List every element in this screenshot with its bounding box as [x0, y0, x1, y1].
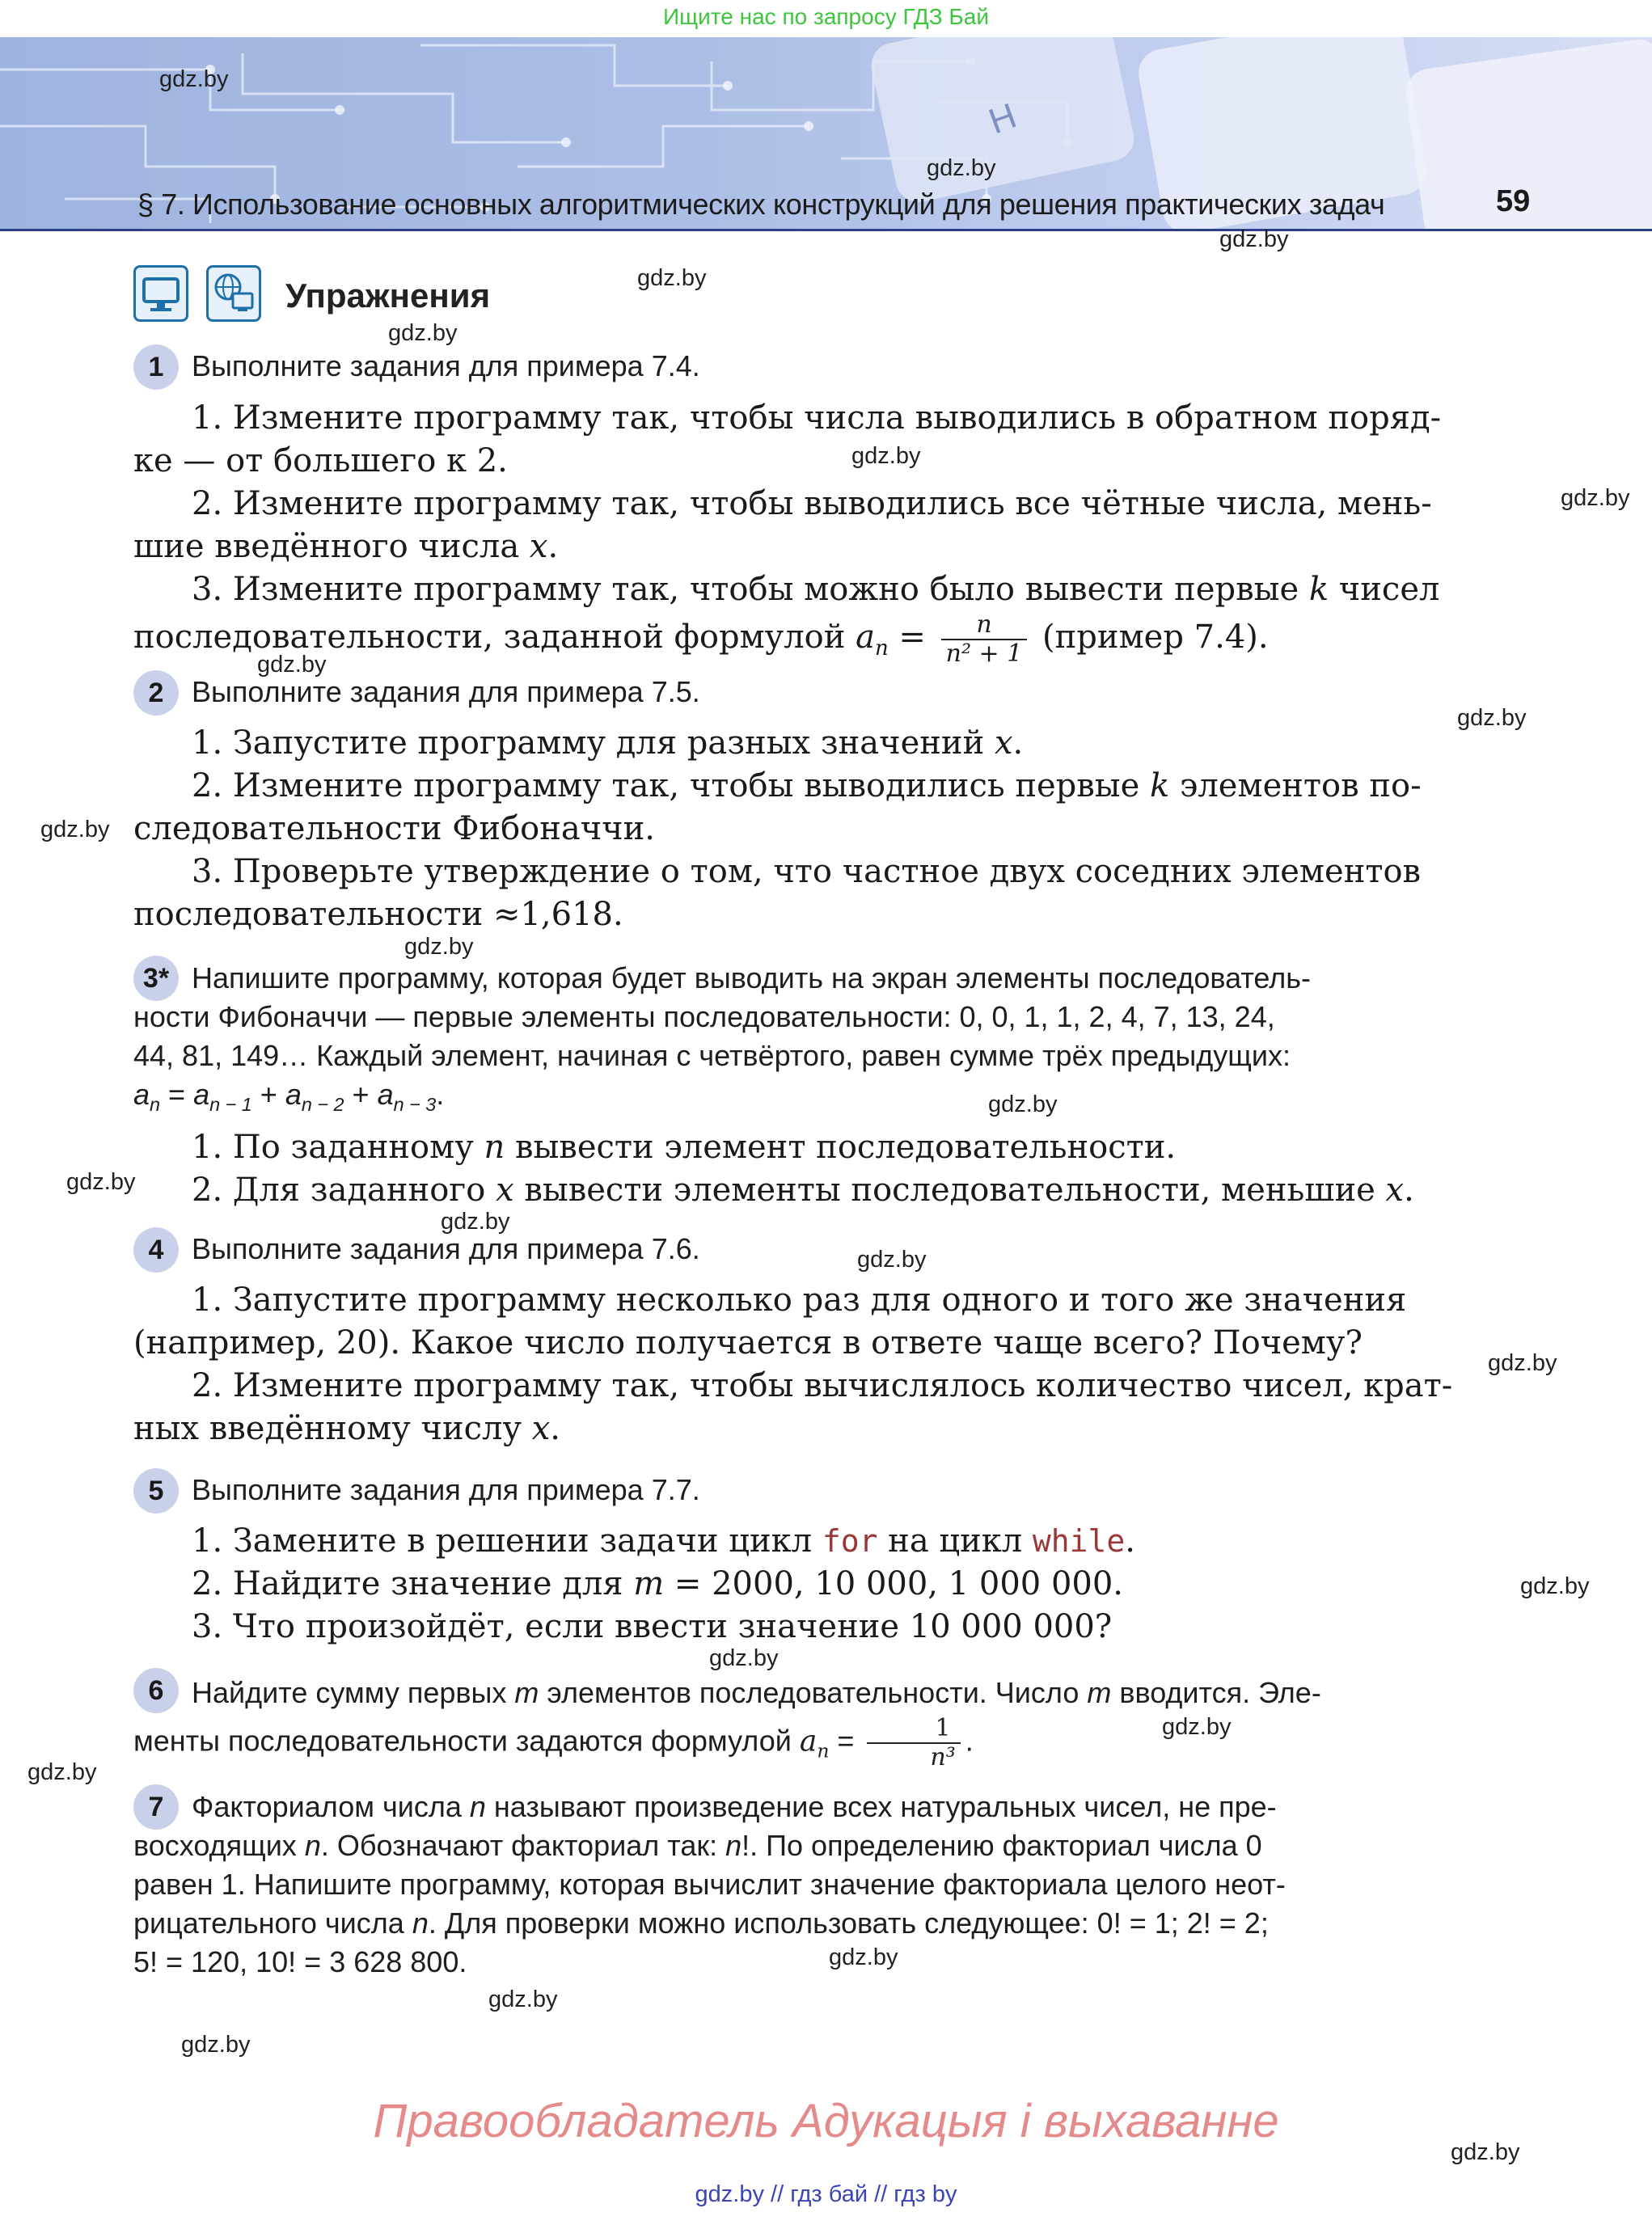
- watermark: gdz.by: [40, 817, 110, 842]
- exercise-intro: Выполните задания для примера 7.4.: [192, 349, 700, 382]
- exercise-number-badge: 3*: [133, 956, 179, 1001]
- exercise-text: Факториалом числа n называют произведение всех натуральных чисел, не пре- восходящих n. Обозначают факториал так: n!. По определению факториал числа 0 равен 1. Напишите программу, которая вычислит значение факториала целого неот- рицательного числа n. Для проверки можно использовать следующее: 0! = 1; 2! = 2; 5! = 120, 10! = 3 628 800.: [133, 1790, 1286, 1978]
- section-title: Упражнения: [285, 277, 491, 315]
- recurrence-formula: $a_n = a_{n - 1} + a_{n - 2} + a_{n - 3}$.: [133, 1078, 445, 1116]
- exercise-task: 2. Измените программу так, чтобы вычислялось количество чисел, крат- ных введённому числу x.: [133, 1367, 1453, 1447]
- code-keyword-while: while: [1032, 1523, 1126, 1559]
- watermark: gdz.by: [927, 155, 996, 181]
- watermark: gdz.by: [488, 1986, 558, 2012]
- watermark: gdz.by: [159, 66, 229, 92]
- exercise-task: 1. Замените в решении задачи цикл for на цикл while.: [192, 1522, 1136, 1560]
- exercise-intro: Выполните задания для примера 7.5.: [192, 675, 700, 708]
- watermark: gdz.by: [1520, 1573, 1590, 1599]
- page-number: 59: [1496, 184, 1531, 218]
- watermark: gdz.by: [1457, 705, 1527, 731]
- watermark: gdz.by: [851, 443, 921, 469]
- watermark: gdz.by: [1451, 2139, 1520, 2165]
- watermark: gdz.by: [1162, 1714, 1232, 1740]
- exercise-task: 2. Найдите значение для m = 2000, 10 000, 1 000 000.: [192, 1565, 1124, 1602]
- watermark: gdz.by: [1488, 1350, 1557, 1376]
- copyright-notice: Правообладатель Адукацыя і выхаванне: [373, 2095, 1279, 2147]
- watermark: gdz.by: [181, 2032, 251, 2058]
- exercise-task: 2. Измените программу так, чтобы выводились первые k элементов по- следовательности Фибоначчи.: [133, 767, 1422, 847]
- formula-fraction: $\frac{n}{\text{n² + 1}}$: [941, 611, 1028, 668]
- watermark: gdz.by: [857, 1247, 927, 1273]
- code-keyword-for: for: [822, 1523, 878, 1559]
- exercise-task: 2. Измените программу так, чтобы выводились все чётные числа, мень- шие введённого числа x.: [133, 485, 1432, 565]
- exercise-task: 3. Что произойдёт, если ввести значение 10 000 000?: [192, 1608, 1113, 1645]
- watermark: gdz.by: [1561, 485, 1630, 511]
- key-letter: H: [983, 95, 1022, 142]
- watermark: gdz.by: [988, 1091, 1058, 1117]
- watermark: gdz.by: [709, 1645, 779, 1671]
- footer-links[interactable]: gdz.by // гдз бай // гдз by: [695, 2181, 957, 2207]
- computer-monitor-icon: [133, 265, 188, 322]
- formula-lhs: a: [856, 619, 875, 656]
- watermark: gdz.by: [257, 652, 327, 678]
- watermark: gdz.by: [404, 934, 474, 960]
- header-rule: [0, 229, 1652, 231]
- exercise-number-badge: 6: [133, 1668, 179, 1713]
- watermark: gdz.by: [27, 1759, 97, 1785]
- exercise-task: 3. Проверьте утверждение о том, что частное двух соседних элементов последовательности ≈1,618.: [133, 853, 1422, 933]
- exercise-number-badge: 7: [133, 1784, 179, 1830]
- chapter-title: § 7. Использование основных алгоритмических конструкций для решения практических задач: [137, 188, 1385, 221]
- exercise-task: 1. Запустите программу для разных значений x.: [192, 724, 1024, 762]
- exercise-number-badge: 1: [133, 344, 179, 390]
- watermark: gdz.by: [441, 1209, 510, 1235]
- globe-computer-icon: [206, 265, 261, 322]
- formula-fraction: $\frac{1}{\text{n³}}$: [867, 1715, 960, 1771]
- exercise-intro: Выполните задания для примера 7.6.: [192, 1232, 700, 1265]
- exercise-task: 2. Для заданного x вывести элементы последовательности, меньшие x.: [192, 1172, 1414, 1209]
- exercise-task: 3. Измените программу так, чтобы можно было вывести первые k чисел последовательности, заданной формулой $a_n$ = $\frac{n}{\text{n² + 1}}$ (пример 7.4).: [133, 571, 1440, 668]
- exercise-number-badge: 4: [133, 1227, 179, 1273]
- exercise-text: Найдите сумму первых m элементов последовательности. Число m вводится. Эле- менты последовательности задаются формулой $a_n$ = $\frac{1}{\text{n³}}$ .: [133, 1676, 1321, 1771]
- promo-banner[interactable]: Ищите нас по запросу ГДЗ Бай: [662, 4, 990, 29]
- watermark: gdz.by: [1219, 226, 1289, 252]
- watermark: gdz.by: [388, 320, 458, 346]
- exercise-task: 1. По заданному n вывести элемент последовательности.: [192, 1129, 1177, 1166]
- exercise-number-badge: 5: [133, 1468, 179, 1514]
- exercise-task: 1. Измените программу так, чтобы числа выводились в обратном поряд- ке — от большего к 2.: [133, 399, 1442, 479]
- exercise-intro: Выполните задания для примера 7.7.: [192, 1473, 700, 1506]
- exercise-number-badge: 2: [133, 670, 179, 716]
- watermark: gdz.by: [66, 1169, 136, 1195]
- exercise-text: Напишите программу, которая будет выводить на экран элементы последователь- ности Фибоначчи — первые элементы последовательности: 0, 0, 1, 1, 2, 4, 7, 13, 24, 44, 81, 149… Каждый элемент, начиная с четвёртого, равен сумме трёх предыдущих: $a_n = a_{n - 1} + a_{n - 2} + a_{n - 3}$.: [133, 959, 1456, 1124]
- watermark: gdz.by: [637, 265, 707, 291]
- watermark: gdz.by: [829, 1944, 898, 1970]
- exercise-task: 1. Запустите программу несколько раз для одного и того же значения (например, 20). Какое число получается в ответе чаще всего? Почему?: [133, 1281, 1407, 1362]
